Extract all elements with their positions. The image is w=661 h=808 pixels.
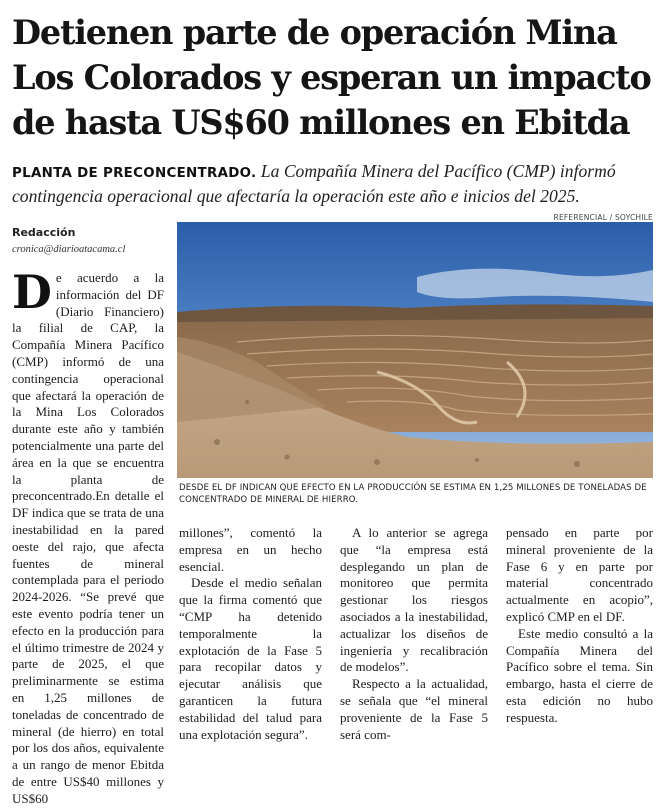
- body-paragraph: e acuerdo a la información del DF (Diario Financiero) la filial de CAP, la Compañía Minera Pacífico (CMP) informó de una contingencia operacional que afectará la operación de la Mina Los Colorados durante este año y también potencialmente una parte del área en la que se encuentra la planta de preconcentrado.En detalle el DF indica que se trata de una inestabilidad en la pared oeste del rajo, que afecta fuentes de mineral contemplada para el periodo 2024-2026. “Se prevé que este evento podría tener un efecto en la producción para el último trimestre de 2024 y parte de 2025, el que preliminarmente se estima en 1,25 millones de toneladas de concentrado de mineral (de hierro) en total por los dos años, equivalente a un rango de menor Ebitda de entre US$40 millones y US$60: [12, 270, 164, 806]
- body-paragraph: Desde el medio señalan que la firma comentó que “CMP ha detenido temporalmente la explotación de la Fase 5 para recopilar datos y ejecutar análisis que garanticen la futura estabilidad del talud para una explotación segura”.: [179, 575, 322, 742]
- body-column-4: [506, 525, 653, 727]
- photo-caption: DESDE EL DF INDICAN QUE EFECTO EN LA PRODUCCIÓN SE ESTIMA EN 1,25 MILLONES DE TONELADAS DE CONCENTRADO DE MINERAL DE HIERRO.: [179, 483, 647, 505]
- body-column-2: [179, 525, 322, 743]
- body-column-1: [12, 265, 164, 808]
- body-paragraph: Este medio consultó a la Compañía Minera del Pacífico sobre el tema. Sin embargo, hasta el cierre de esta edición no hubo respuesta.: [506, 625, 653, 725]
- body-paragraph: A lo anterior se agrega que “la empresa está desplegando un plan de monitoreo que permita gestionar los riesgos asociados a la inestabilidad, actualizar los diseños de ingeniería y recalibración de modelos”.: [340, 525, 488, 675]
- photo-credit: REFERENCIAL / SOYCHILE: [553, 213, 653, 222]
- author-email[interactable]: cronica@diarioatacama.cl: [12, 244, 126, 255]
- body-paragraph: pensado en parte por mineral proveniente de la Fase 6 y en parte por material concentrado actualmente en acopio”, explicó CMP en el DF.: [506, 525, 653, 624]
- article-kicker: PLANTA DE PRECONCENTRADO.: [12, 166, 257, 181]
- article-deck: La Compañía Minera del Pacífico (CMP) informó contingencia operacional que afectaría la operación este año e inicios del 2025.: [12, 161, 616, 206]
- drop-cap: D: [12, 265, 52, 319]
- author-name: Redacción: [12, 226, 76, 239]
- body-paragraph: millones”, comentó la empresa en un hecho esencial.: [179, 525, 322, 574]
- mine-photo: [177, 222, 653, 478]
- byline: [12, 226, 172, 255]
- body-paragraph: Respecto a la actualidad, se señala que “el mineral proveniente de la Fase 5 será com-: [340, 676, 488, 742]
- article-headline: Detienen parte de operación Mina Los Colorados y esperan un impacto de hasta US$60 millones en Ebitda: [12, 13, 651, 142]
- article-deck-block: [12, 160, 652, 207]
- body-column-3: [340, 525, 488, 743]
